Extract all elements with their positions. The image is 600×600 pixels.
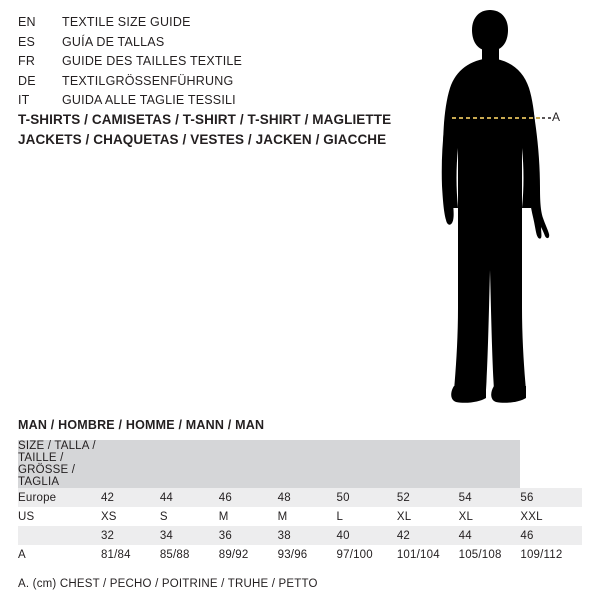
language-text: GUÍA DE TALLAS <box>62 34 165 49</box>
table-cell: 34 <box>160 526 219 545</box>
table-cell: 46 <box>520 526 582 545</box>
table-footnote: A. (cm) CHEST / PECHO / POITRINE / TRUHE / PETTO <box>18 578 318 590</box>
table-row <box>18 488 582 507</box>
language-code: EN <box>18 15 36 29</box>
table-row <box>18 526 582 545</box>
table-row <box>18 545 582 564</box>
table-row <box>18 507 582 526</box>
language-row <box>18 15 418 35</box>
table-cell: 54 <box>459 488 521 507</box>
table-cell: M <box>219 507 278 526</box>
table-cell: 36 <box>219 526 278 545</box>
table-cell: 81/84 <box>101 545 160 564</box>
language-text: GUIDE DES TAILLES TEXTILE <box>62 54 243 68</box>
language-code: ES <box>18 34 36 49</box>
table-header-pad <box>337 440 397 488</box>
table-cell: XL <box>459 507 521 526</box>
table-header-pad <box>397 440 459 488</box>
table-cell: 109/112 <box>520 545 582 564</box>
row-label-blank <box>18 526 101 545</box>
table-cell: 46 <box>219 488 278 507</box>
table-header-row <box>18 440 582 488</box>
row-label-us: US <box>18 507 101 526</box>
table-cell: L <box>337 507 397 526</box>
garment-line-jackets: JACKETS / CHAQUETAS / VESTES / JACKEN / GIACCHE <box>18 132 387 147</box>
table-cell: 32 <box>101 526 160 545</box>
table-header-pad <box>101 440 160 488</box>
language-text: TEXTILGRÖSSENFÜHRUNG <box>62 73 234 88</box>
language-row <box>18 54 418 74</box>
table-cell: 42 <box>101 488 160 507</box>
table-header-pad <box>459 440 521 488</box>
table-header-pad <box>219 440 278 488</box>
language-row <box>18 35 418 55</box>
language-row <box>18 74 418 94</box>
table-cell: 97/100 <box>337 545 397 564</box>
table-cell: 56 <box>520 488 582 507</box>
table-cell: 44 <box>160 488 219 507</box>
table-cell: 89/92 <box>219 545 278 564</box>
table-header-pad <box>160 440 219 488</box>
table-cell: 101/104 <box>397 545 459 564</box>
silhouette-icon <box>400 8 600 408</box>
table-cell: 85/88 <box>160 545 219 564</box>
language-guide-list <box>18 15 418 113</box>
table-header-pad <box>278 440 337 488</box>
language-text: TEXTILE SIZE GUIDE <box>62 15 191 29</box>
table-cell: 40 <box>337 526 397 545</box>
language-text: GUIDA ALLE TAGLIE TESSILI <box>62 93 236 107</box>
table-cell: 105/108 <box>459 545 521 564</box>
table-cell: M <box>278 507 337 526</box>
table-cell: XXL <box>520 507 582 526</box>
table-cell: XS <box>101 507 160 526</box>
table-cell: 38 <box>278 526 337 545</box>
row-label-a: A <box>18 545 101 564</box>
table-cell: 93/96 <box>278 545 337 564</box>
table-cell: 52 <box>397 488 459 507</box>
chest-callout-label: A <box>552 110 561 124</box>
size-table-block <box>18 418 582 590</box>
table-title-man: MAN / HOMBRE / HOMME / MANN / MAN <box>18 418 265 432</box>
size-table <box>18 440 582 564</box>
table-cell: 48 <box>278 488 337 507</box>
language-code: DE <box>18 73 36 88</box>
male-silhouette-figure <box>400 8 600 408</box>
row-label-europe: Europe <box>18 488 101 507</box>
garment-category-list <box>18 110 438 150</box>
table-cell: 44 <box>459 526 521 545</box>
table-cell: S <box>160 507 219 526</box>
table-cell: 50 <box>337 488 397 507</box>
garment-line-tshirts: T-SHIRTS / CAMISETAS / T-SHIRT / T-SHIRT / MAGLIETTE <box>18 112 392 127</box>
table-cell: XL <box>397 507 459 526</box>
language-code: IT <box>18 93 30 107</box>
table-cell: 42 <box>397 526 459 545</box>
table-header-label: SIZE / TALLA / TAILLE / GRÖSSE / TAGLIA <box>18 440 101 488</box>
language-code: FR <box>18 54 36 68</box>
